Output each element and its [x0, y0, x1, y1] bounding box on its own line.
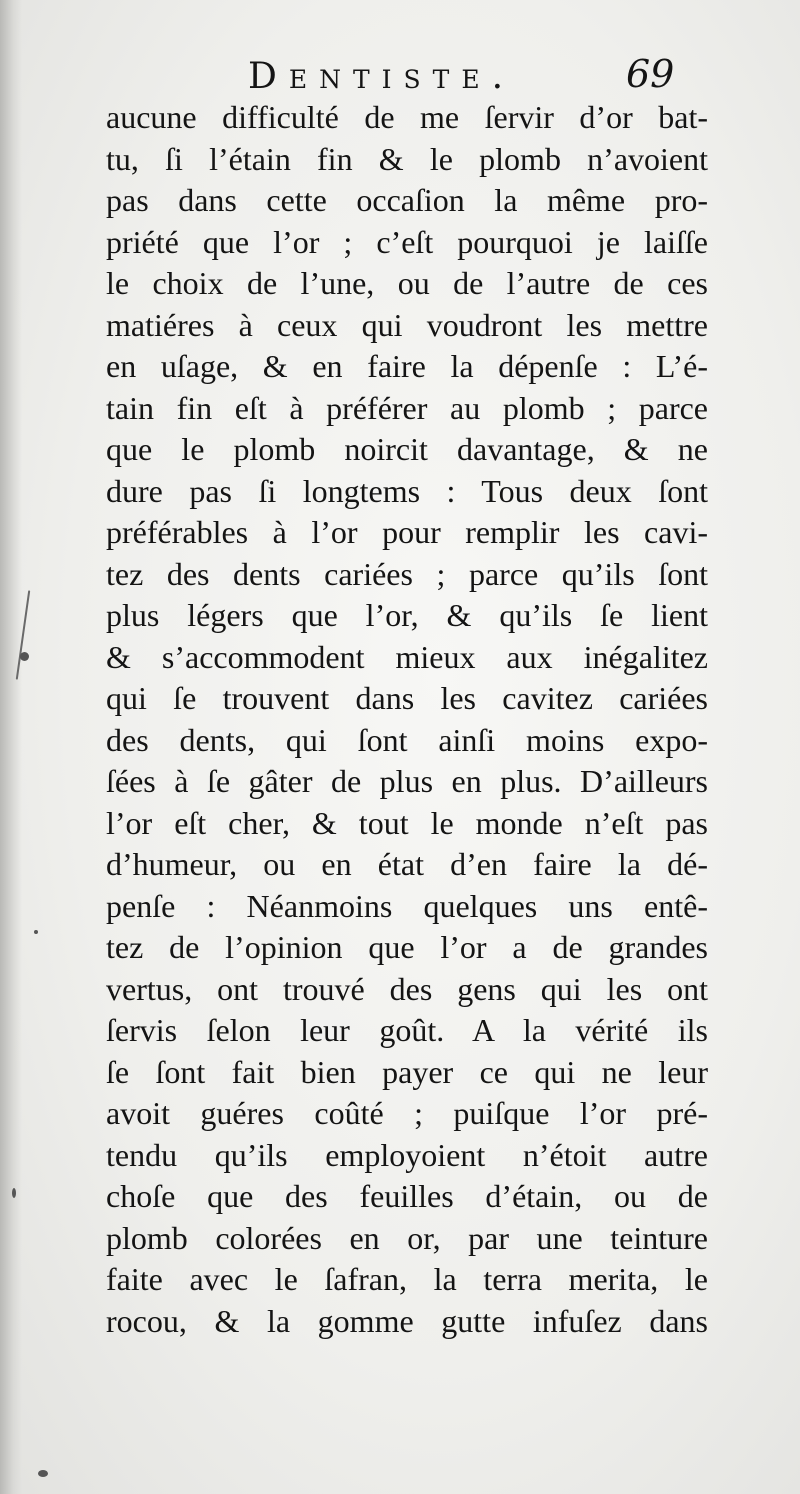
text-line: ſervis ſelon leur goût. A la vérité ils	[106, 1012, 708, 1048]
page-number: 69	[626, 52, 675, 96]
text-line: préférables à l’or pour remplir les cavi-	[106, 514, 708, 550]
text-line: le choix de l’une, ou de l’autre de ces	[106, 265, 708, 301]
text-line: tain fin eſt à préférer au plomb ; parce	[106, 389, 708, 426]
text-line: en uſage, & en faire la dépenſe : L’é-	[106, 348, 708, 384]
text-line: avoit guéres coûté ; puiſque l’or pré-	[106, 1095, 708, 1131]
text-line: ſe ſont fait bien payer ce qui ne leur	[106, 1053, 708, 1090]
body-text	[106, 97, 708, 1342]
page-gutter-shadow	[0, 0, 22, 1494]
text-line: plus légers que l’or, & qu’ils ſe lient	[106, 597, 708, 633]
text-line: choſe que des feuilles d’étain, ou de	[106, 1178, 708, 1214]
ink-speck	[12, 1188, 16, 1198]
ink-speck	[20, 652, 29, 661]
text-line: plomb colorées en or, par une teinture	[106, 1219, 708, 1256]
text-line: aucune difficulté de me ſervir d’or bat-	[106, 99, 708, 135]
text-line: penſe : Néanmoins quelques uns entê-	[106, 887, 708, 924]
text-line: rocou, & la gomme gutte infuſez dans	[106, 1302, 708, 1339]
running-head-title: Dentiste.	[248, 56, 516, 97]
text-line: pas dans cette occaſion la même pro-	[106, 182, 708, 218]
text-line: ſées à ſe gâter de plus en plus. D’ailleurs	[106, 763, 708, 799]
text-line: priété que l’or ; c’eſt pourquoi je laiſſe	[106, 223, 708, 260]
ink-speck	[38, 1470, 48, 1477]
text-line: tendu qu’ils employoient n’étoit autre	[106, 1136, 708, 1173]
text-line: vertus, ont trouvé des gens qui les ont	[106, 970, 708, 1007]
text-line: matiéres à ceux qui voudront les mettre	[106, 306, 708, 343]
text-line: faite avec le ſafran, la terra merita, le	[106, 1261, 708, 1297]
text-line: des dents, qui ſont ainſi moins expo-	[106, 721, 708, 758]
text-line: tu, ſi l’étain fin & le plomb n’avoient	[106, 140, 708, 177]
text-line: & s’accommodent mieux aux inégalitez	[106, 638, 708, 675]
text-line: d’humeur, ou en état d’en faire la dé-	[106, 846, 708, 882]
text-line: dure pas ſi longtems : Tous deux ſont	[106, 472, 708, 509]
text-line: que le plomb noircit davantage, & ne	[106, 431, 708, 467]
ink-speck	[34, 930, 38, 934]
text-line: l’or eſt cher, & tout le monde n’eſt pas	[106, 804, 708, 841]
text-line: qui ſe trouvent dans les cavitez cariées	[106, 680, 708, 716]
text-line: tez des dents cariées ; parce qu’ils ſont	[106, 555, 708, 592]
text-line: tez de l’opinion que l’or a de grandes	[106, 929, 708, 965]
